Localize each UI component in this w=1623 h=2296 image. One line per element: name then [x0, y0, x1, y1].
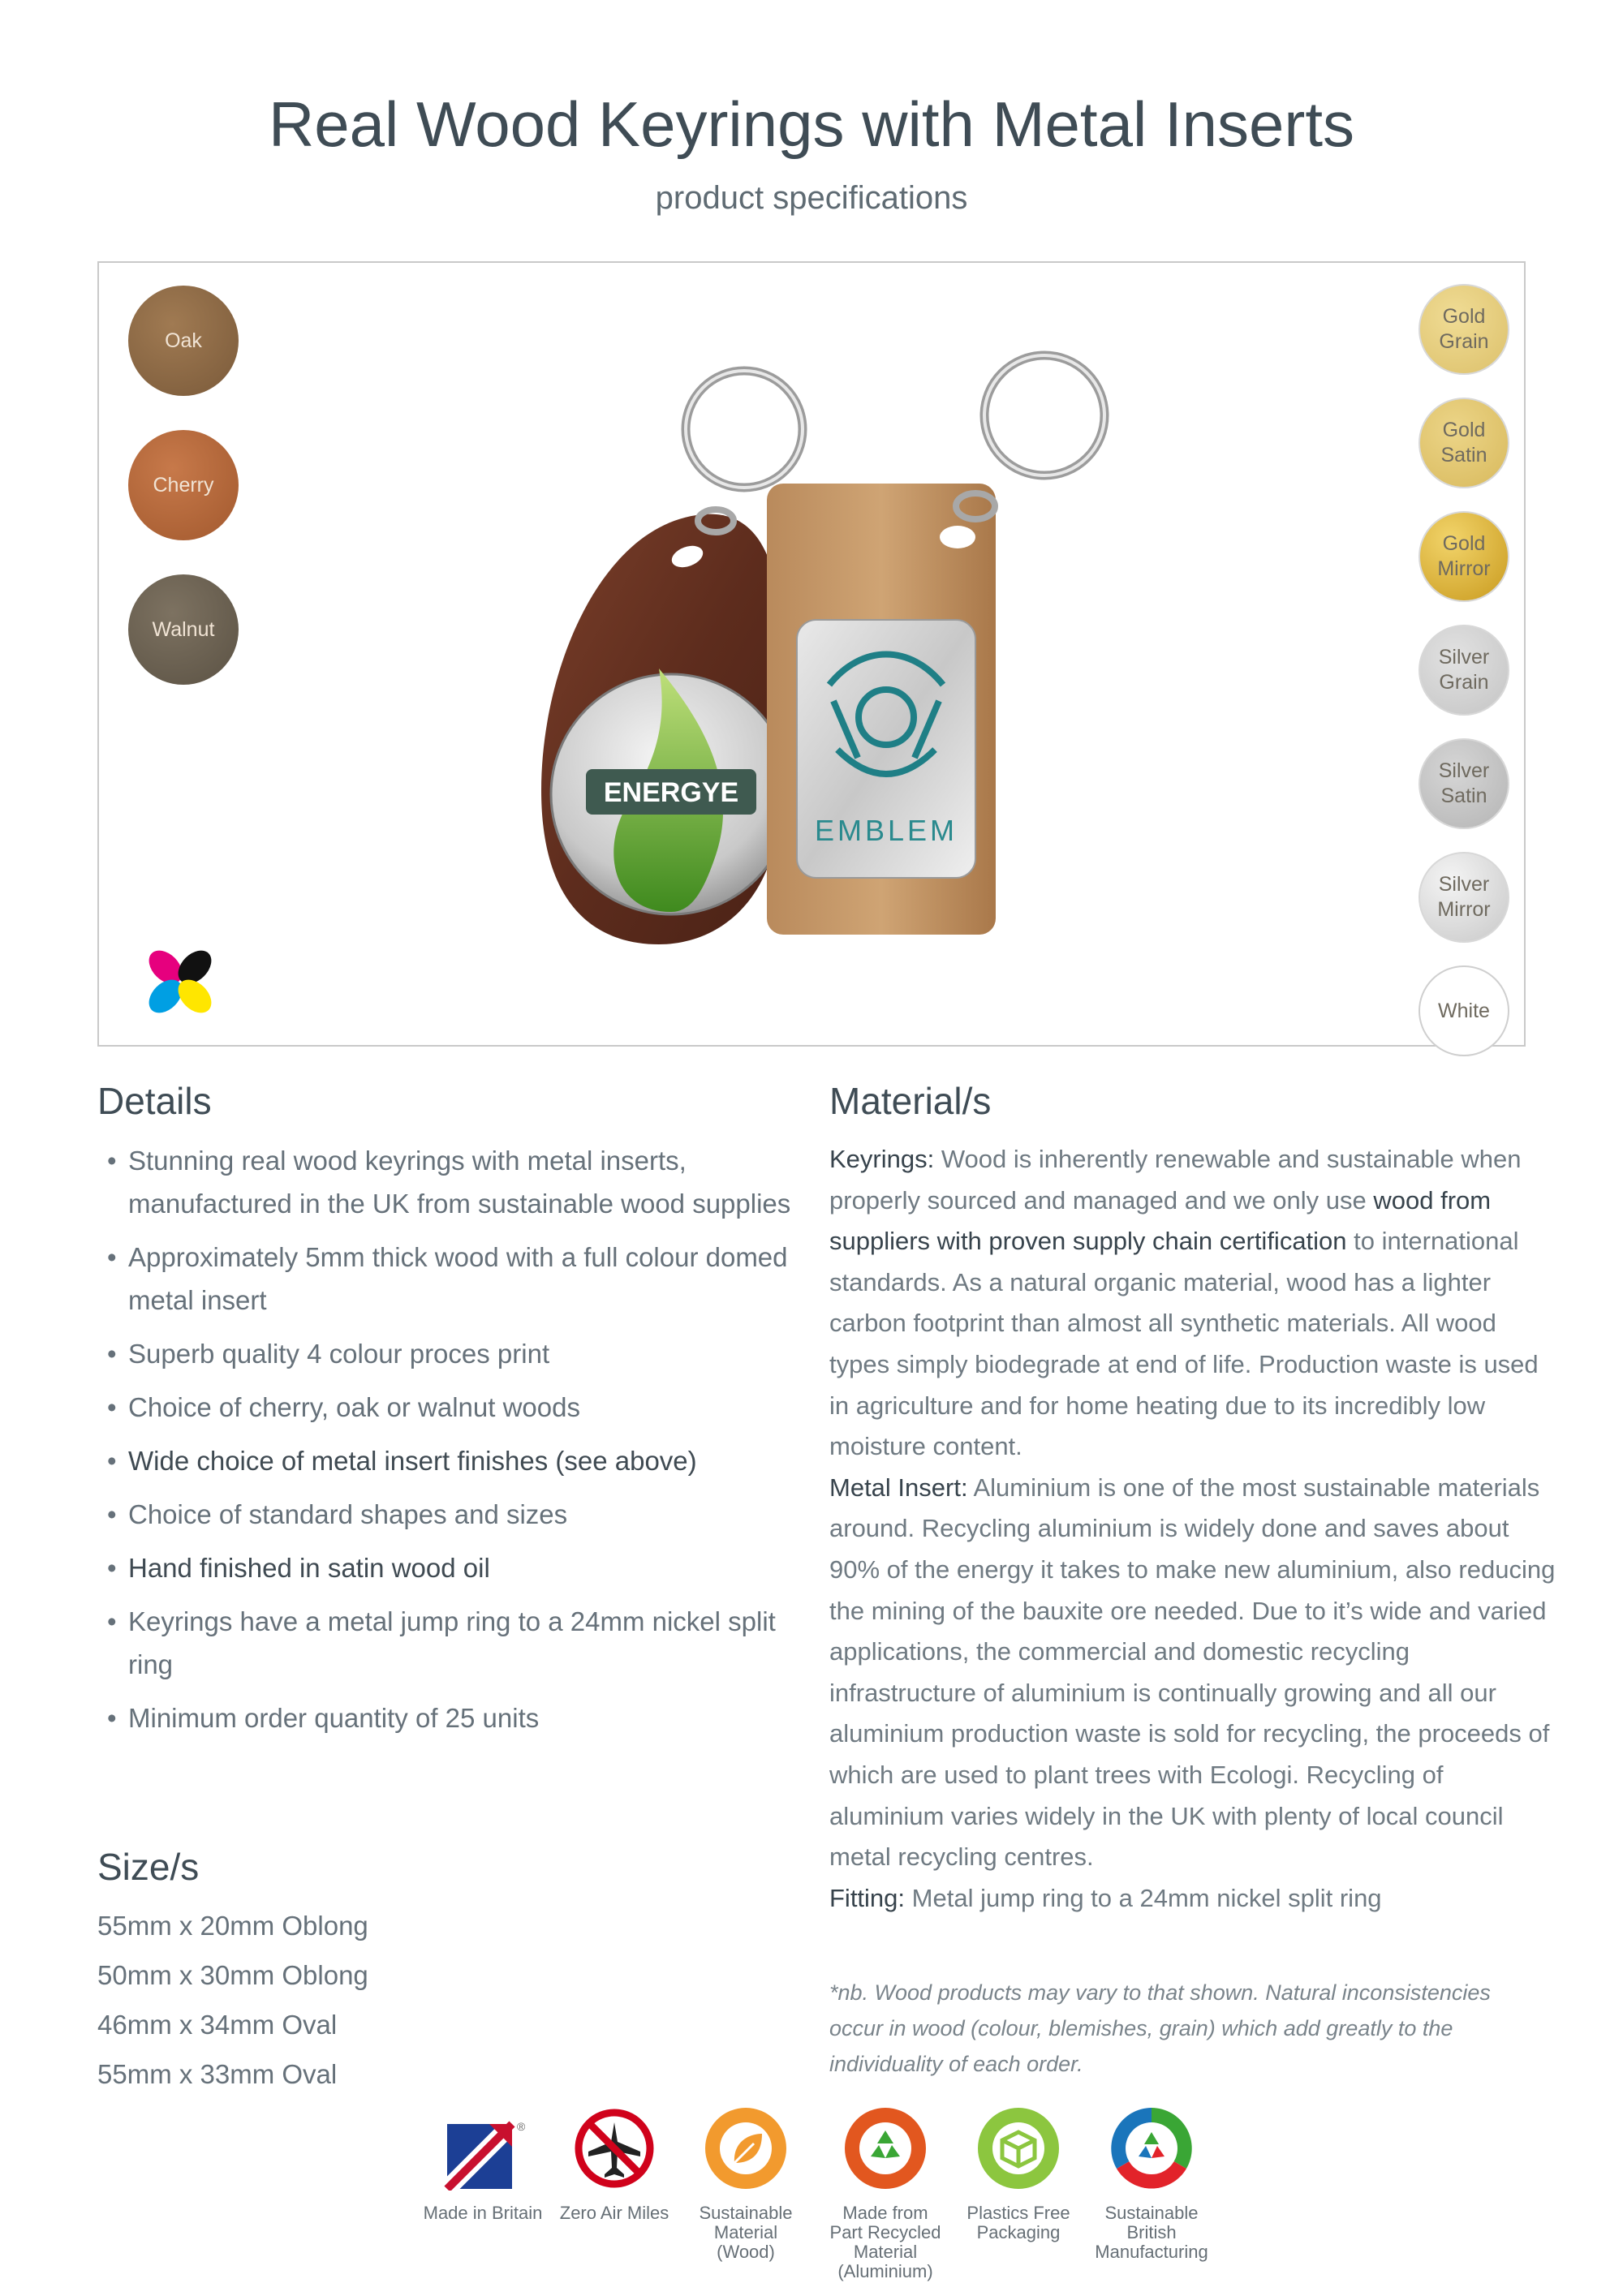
- sizes-list: [97, 1901, 368, 2099]
- list-item: • Stunning real wood keyrings with metal inserts, manufactured in the UK from sustainable wood supplies: [97, 1139, 812, 1225]
- keyring-product-image: [99, 263, 1527, 1048]
- badge-part-recycled: [824, 2106, 946, 2281]
- union-flag-icon: [441, 2106, 525, 2191]
- swatch-label: Silver Grain: [1438, 646, 1490, 694]
- material-text: [829, 1139, 1560, 1919]
- badge-sustainable-british: [1091, 2106, 1212, 2262]
- keyrings-highlight: wood from suppliers with proven supply chain certification: [829, 1185, 1492, 1256]
- badge-label: Sustainable British Manufacturing: [1095, 2203, 1208, 2262]
- energye-logo-text: ENERGYE: [603, 777, 739, 808]
- no-plane-icon: [572, 2106, 657, 2191]
- badge-label: Plastics Free Packaging: [966, 2203, 1070, 2242]
- list-item: • Keyrings have a metal jump ring to a 24mm nickel split ring: [97, 1600, 812, 1686]
- svg-text:®: ®: [517, 2120, 525, 2133]
- badge-sustainable-material: [685, 2106, 807, 2262]
- wood-variation-note: *nb. Wood products may vary to that shown. Natural inconsistencies occur in wood (colour, blemishes, grain) which add greatly to the individuality of each order.: [829, 1980, 1491, 2076]
- swatch-label: Oak: [165, 329, 202, 352]
- list-item: • Superb quality 4 colour proces print: [97, 1332, 812, 1375]
- badge-label: Made in Britain: [423, 2203, 543, 2223]
- metal-insert-text: Aluminium is one of the most sustainable materials around. Recycling aluminium is widely done and saves about 90% of the energy it takes to make new aluminium, also reducing the mining of the bauxite ore needed. Due to it’s wide and varied applications, the commercial and domestic recycling infrastructure of aluminium is continually growing and all our aluminium production waste is sold for recycling, the proceeds of which are used to plant trees with Ecologi. Recycling of aluminium varies widely in the UK with plenty of local council metal recycling centres.: [829, 1473, 1556, 1872]
- list-item: • Hand finished in satin wood oil: [97, 1546, 812, 1589]
- keyrings-text: Wood is inherently renewable and sustainable when properly sourced and managed and we only use: [829, 1145, 1522, 1215]
- swatch-label: Gold Grain: [1439, 305, 1489, 353]
- list-item: • Approximately 5mm thick wood with a full colour domed metal insert: [97, 1236, 812, 1322]
- sustainability-badges: [422, 2106, 1233, 2285]
- keyrings-text-2: to international standards. As a natural organic material, wood has a lighter carbon footprint than almost all synthetic materials. All wood types simply biodegrade at end of life. Production waste is used in agriculture and for home heating due to its incredibly low moisture content.: [829, 1227, 1539, 1461]
- material-heading: Material/s: [829, 1080, 992, 1122]
- list-item: • Minimum order quantity of 25 units: [97, 1696, 812, 1739]
- emblem-logo-text: EMBLEM: [814, 814, 958, 847]
- leaf-icon: [704, 2106, 788, 2191]
- details-list: [97, 1139, 812, 1750]
- reduce-reuse-recycle-icon: [1109, 2106, 1194, 2191]
- page-subtitle: product specifications: [655, 180, 968, 216]
- badge-label: Sustainable Material (Wood): [699, 2203, 793, 2262]
- page-title: Real Wood Keyrings with Metal Inserts: [268, 88, 1355, 160]
- recycle-icon: [843, 2106, 928, 2191]
- swatch-label: Silver Mirror: [1437, 873, 1491, 921]
- size-item: 55mm x 33mm Oval: [97, 2059, 338, 2089]
- product-hero: [97, 261, 1526, 1047]
- swatch-label: Gold Satin: [1440, 419, 1487, 467]
- badge-plastics-free: [958, 2106, 1079, 2242]
- size-item: 50mm x 30mm Oblong: [97, 1960, 368, 1990]
- box-icon: [976, 2106, 1061, 2191]
- swatch-label: Silver Satin: [1438, 759, 1490, 807]
- size-item: 46mm x 34mm Oval: [97, 2010, 338, 2040]
- badge-made-in-britain: [422, 2106, 544, 2223]
- badge-zero-air-miles: [553, 2106, 675, 2223]
- swatch-label: Gold Mirror: [1437, 532, 1491, 580]
- swatch-label: Cherry: [153, 473, 214, 497]
- swatch-label: White: [1438, 999, 1490, 1022]
- size-item: 55mm x 20mm Oblong: [97, 1911, 368, 1941]
- fitting-label: Fitting:: [829, 1883, 906, 1912]
- list-item: • Choice of standard shapes and sizes: [97, 1493, 812, 1536]
- badge-label: Made from Part Recycled Material (Aluminium): [829, 2203, 941, 2281]
- details-heading: Details: [97, 1080, 212, 1122]
- keyrings-label: Keyrings:: [829, 1145, 935, 1173]
- sizes-heading: Size/s: [97, 1846, 200, 1888]
- fitting-text: Metal jump ring to a 24mm nickel split ring: [911, 1883, 1382, 1912]
- list-item: • Choice of cherry, oak or walnut woods: [97, 1386, 812, 1429]
- badge-label: Zero Air Miles: [559, 2203, 669, 2223]
- swatch-label: Walnut: [152, 617, 215, 641]
- metal-insert-label: Metal Insert:: [829, 1473, 968, 1502]
- list-item: • Wide choice of metal insert finishes (see above): [97, 1439, 812, 1482]
